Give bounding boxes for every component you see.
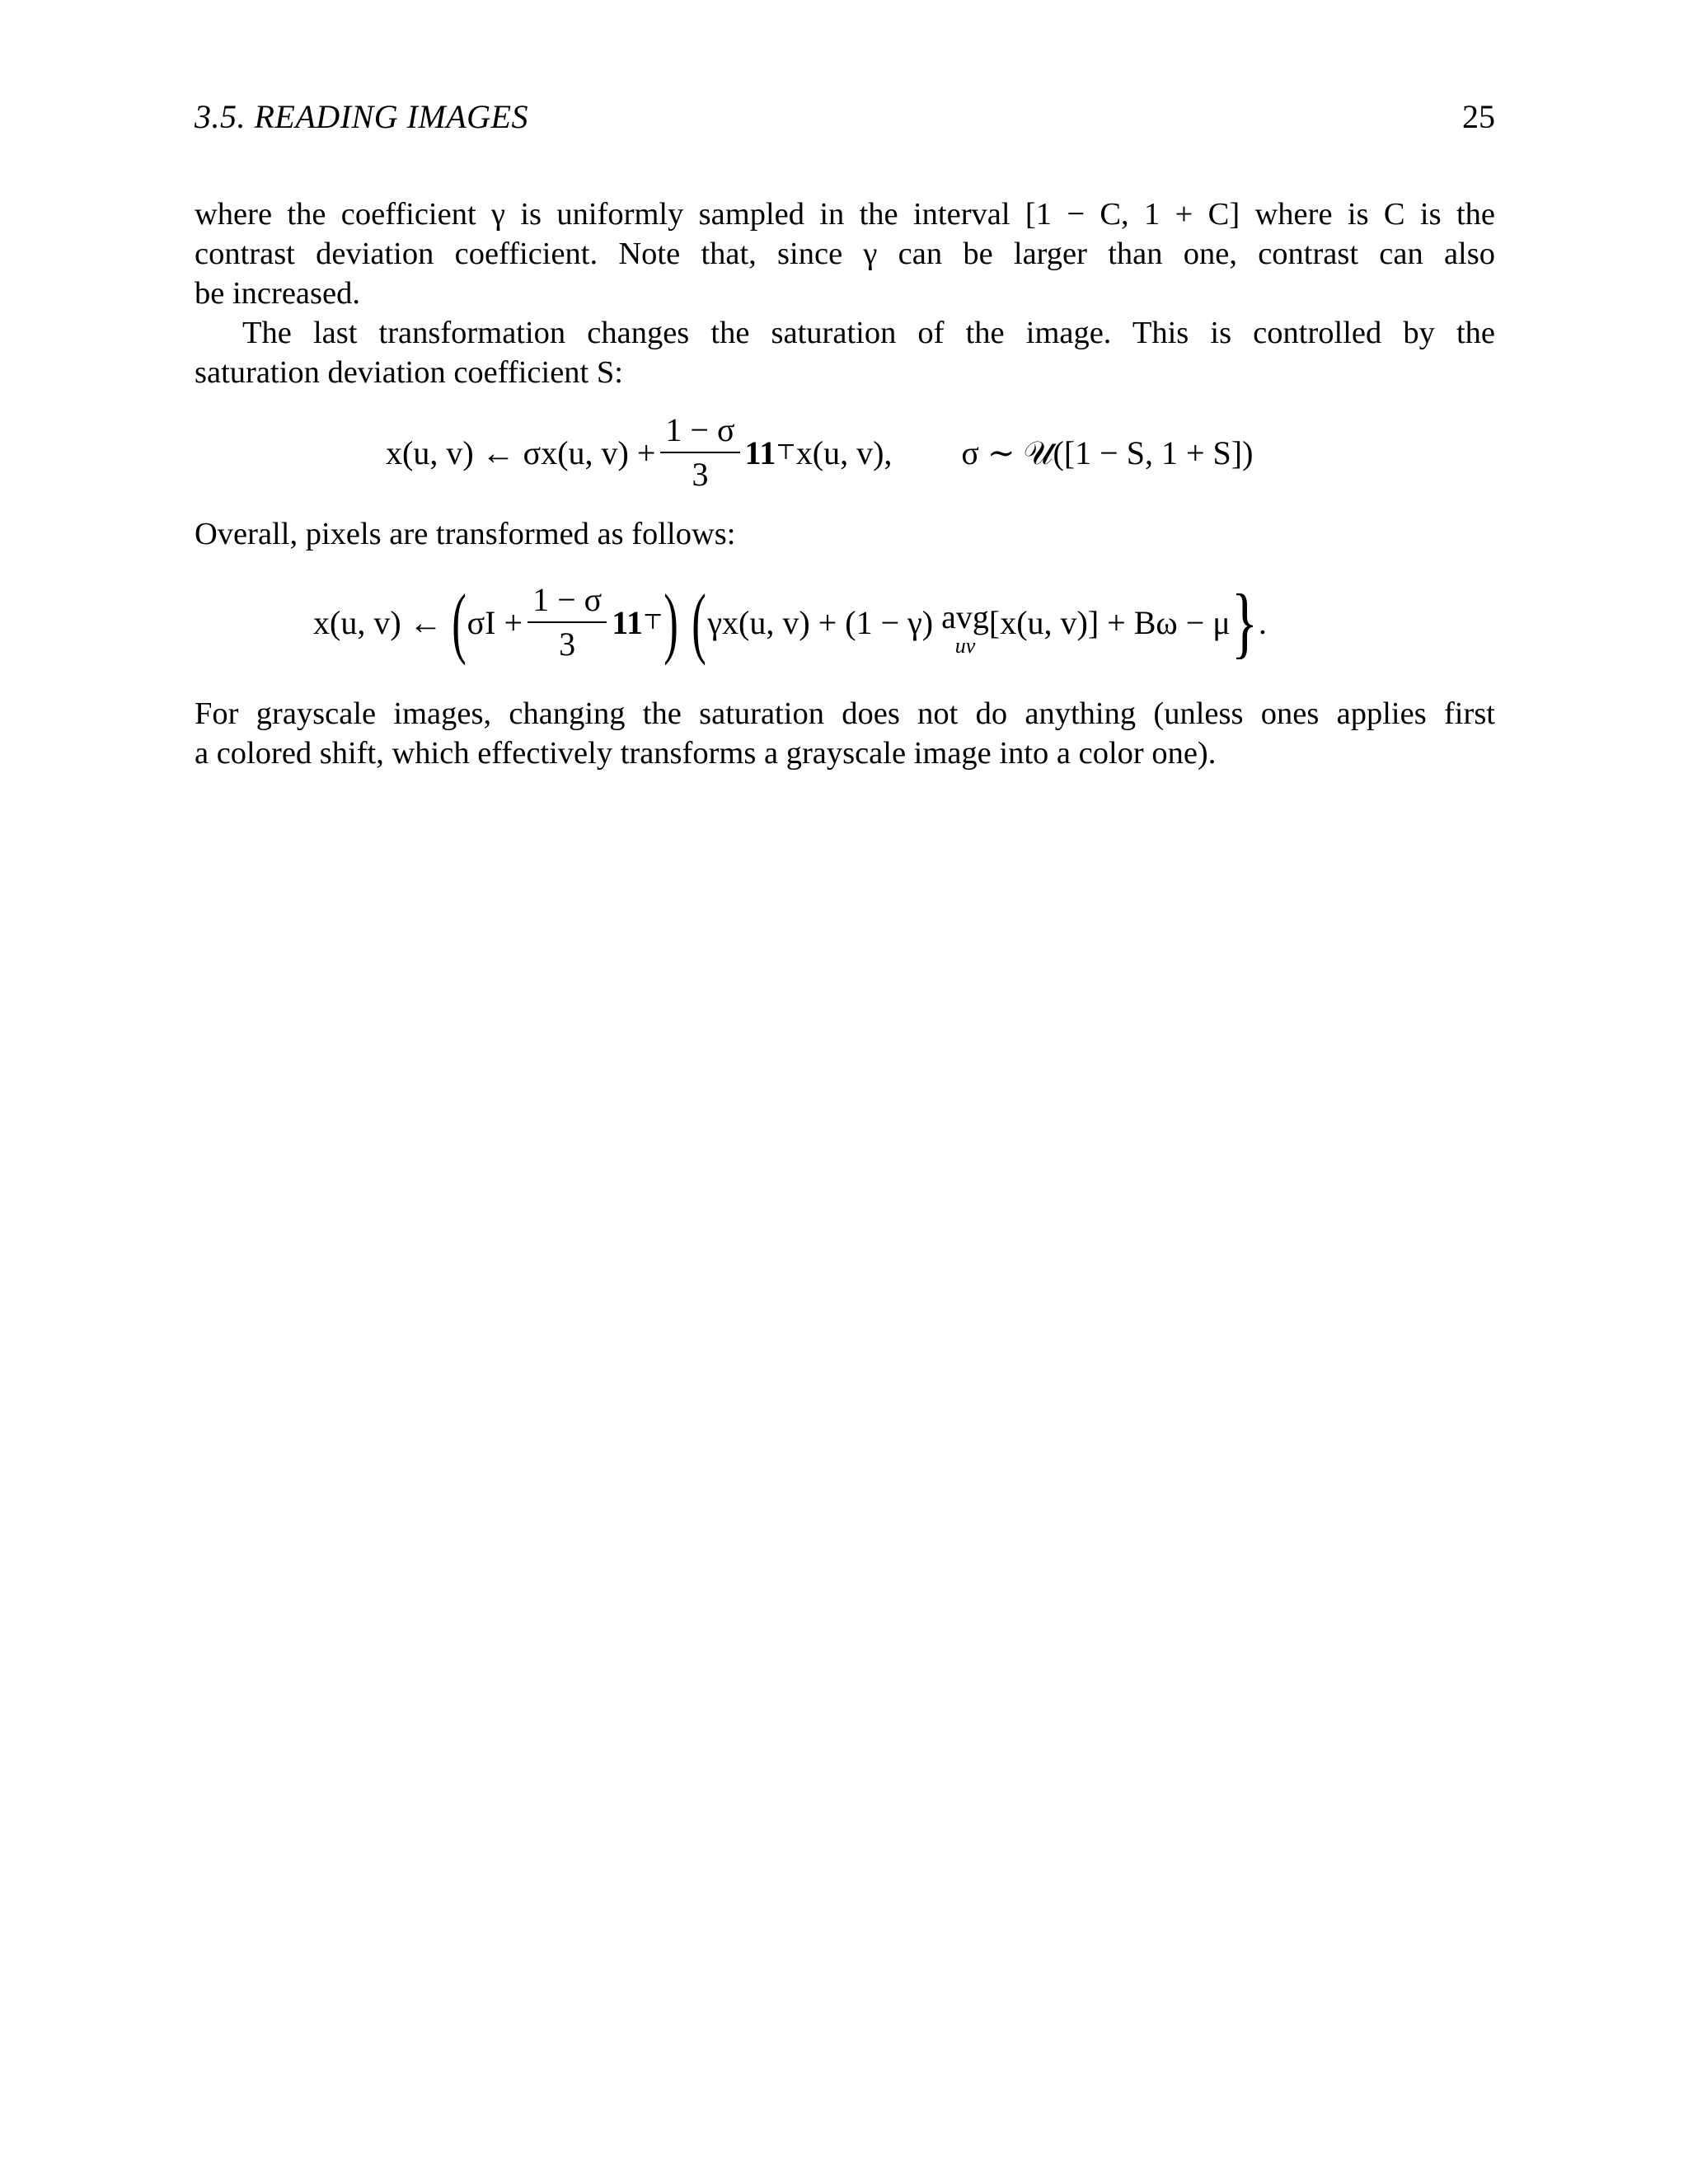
ones-vector: 11 — [612, 603, 643, 641]
ones-vector: 11 — [744, 434, 776, 471]
text-line: where the coefficient γ is uniformly sampled in the interval [1 − C, 1 + C] where is C is the — [195, 197, 1495, 232]
text-line: saturation deviation coefficient S: — [195, 355, 623, 390]
eq-lhs: x(u, v) ← σx(u, v) + — [386, 434, 656, 471]
fraction-numerator: 1 − σ — [665, 411, 735, 448]
paragraph-saturation — [195, 313, 1495, 392]
transpose-sup: ⊤ — [642, 610, 663, 634]
avg-subscript: uv — [954, 634, 976, 658]
text-line: The last transformation changes the saturation of the image. This is controlled by the — [242, 316, 1495, 350]
eq-tail: x(u, v), — [795, 434, 893, 471]
text-line: be increased. — [195, 276, 360, 311]
paragraph-overall — [195, 514, 1495, 554]
fraction-numerator: 1 − σ — [532, 581, 603, 618]
avg-label: avg — [941, 598, 989, 635]
running-head: 3.5. READING IMAGES — [195, 98, 528, 135]
text-line: contrast deviation coefficient. Note that, since γ can be larger than one, contrast can also — [195, 237, 1495, 271]
text-line: Overall, pixels are transformed as follows: — [195, 517, 736, 551]
eq-avg-argument: [x(u, v)] + Bω − μ — [988, 603, 1231, 641]
eq-lhs: x(u, v) ← — [313, 603, 443, 641]
equation-saturation — [386, 412, 1253, 493]
paren-close: ) — [663, 578, 679, 666]
brace-close: } — [1231, 578, 1258, 666]
equation-overall — [313, 578, 1267, 666]
fraction — [660, 412, 739, 493]
paragraph-grayscale — [195, 694, 1495, 773]
paren-open: ( — [692, 578, 707, 666]
text-line: a colored shift, which effectively transforms a grayscale image into a color one). — [195, 736, 1217, 771]
avg-operator — [941, 598, 989, 658]
transpose-sup: ⊤ — [776, 440, 796, 464]
fraction-denominator: 3 — [559, 626, 576, 663]
paragraph-contrast — [195, 194, 1495, 313]
eq-condition: σ ∼ 𝒰([1 − S, 1 + S]) — [961, 434, 1254, 471]
text-line: For grayscale images, changing the saturation does not do anything (unless ones applies first — [195, 696, 1495, 731]
paren-open: ( — [451, 578, 467, 666]
eq-first-term: σI + — [467, 603, 523, 641]
fraction — [528, 582, 607, 663]
eq-end: . — [1258, 603, 1267, 641]
fraction-denominator: 3 — [692, 456, 709, 493]
page-number: 25 — [1462, 98, 1495, 135]
eq-second-term: γx(u, v) + (1 − γ) — [707, 603, 934, 641]
